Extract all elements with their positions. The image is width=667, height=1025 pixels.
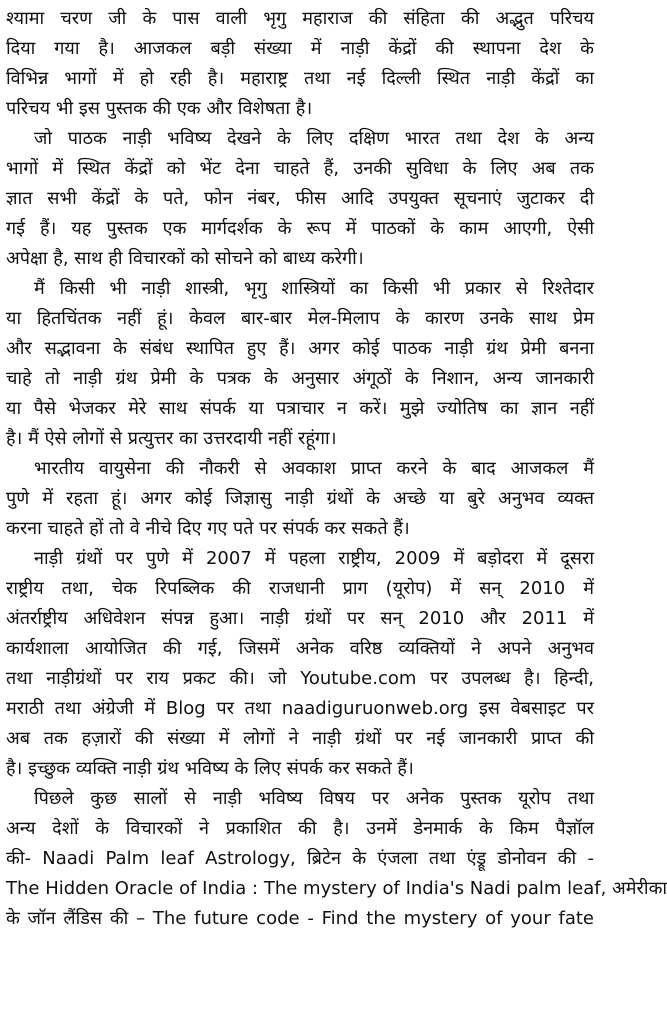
- paragraph-disclaimer: [6, 274, 594, 454]
- text-line: जो पाठक नाड़ी भविष्य देखने के लिए दक्षिण भारत तथा देश के अन्य: [34, 128, 594, 149]
- text-line: विभिन्न भागों में हो रही है। महाराष्ट्र तथा नई दिल्ली स्थित नाड़ी केंद्रों का: [6, 68, 594, 89]
- text-line: कार्यशाला आयोजित की गई, जिसमें अनेक वरिष्ठ व्यक्तियों ने अपने अनुभव: [6, 638, 594, 659]
- text-line: मराठी तथा अंग्रेजी में Blog पर तथा naadiguruonweb.org इस वेबसाइट पर: [6, 698, 594, 719]
- text-line: और सद्भावना के संबंध स्थापित हुए हैं। अगर कोई पाठक नाड़ी ग्रंथ प्रेमी बनना: [6, 338, 594, 359]
- text-line: भागों में स्थित केंद्रों को भेंट देना चाहते हैं, उनकी सुविधा के लिए अब तक: [6, 158, 594, 179]
- text-line: है। इच्छुक व्यक्ति नाड़ी ग्रंथ भविष्य के लिए संपर्क कर सकते हैं।: [6, 758, 414, 779]
- text-line: पुणे में रहता हूं। अगर कोई जिज्ञासु नाड़ी ग्रंथों के अच्छे या बुरे अनुभव व्यक्त: [6, 488, 594, 509]
- text-line: श्यामा चरण जी के पास वाली भृगु महाराज की संहिता की अद्भुत परिचय: [6, 8, 594, 29]
- text-line: तथा नाड़ीग्रंथों पर राय प्रकट की। जो Youtube.com पर उपलब्ध है। हिन्दी,: [6, 668, 594, 689]
- text-line: के जॉन लैंडिस की – The future code - Find the mystery of your fate: [6, 908, 594, 929]
- text-line: अपेक्षा है, साथ ही विचारकों को सोचने को बाध्य करेगी।: [6, 248, 364, 269]
- paragraph-samhita-intro: [6, 4, 594, 124]
- text-line: ज्ञात सभी केंद्रों के पते, फोन नंबर, फीस आदि उपयुक्त सूचनाएं जुटाकर दी: [6, 188, 594, 209]
- text-line: भारतीय वायुसेना की नौकरी से अवकाश प्राप्त करने के बाद आजकल मैं: [34, 458, 594, 479]
- paragraph-foreign-books: [6, 784, 667, 934]
- text-line: दिया गया है। आजकल बड़ी संख्या में नाड़ी केंद्रों की स्थापना देश के: [6, 38, 594, 59]
- paragraph-centres-info: [6, 124, 594, 274]
- text-line: The Hidden Oracle of India : The mystery of India's Nadi palm leaf, अमेरीका: [6, 878, 667, 899]
- text-line: है। मैं ऐसे लोगों से प्रत्युत्तर का उत्तरदायी नहीं रहूंगा।: [6, 428, 337, 449]
- text-line: परिचय भी इस पुस्तक की एक और विशेषता है।: [6, 98, 313, 119]
- text-line: पिछले कुछ सालों से नाड़ी भविष्य विषय पर अनेक पुस्तक यूरोप तथा: [34, 788, 594, 809]
- text-line: अन्य देशों के विचारकों ने प्रकाशित की है। उनमें डेनमार्क के किम पैज्ञॉल: [6, 818, 594, 839]
- text-line: करना चाहते हों तो वे नीचे दिए गए पते पर संपर्क कर सकते हैं।: [6, 518, 410, 539]
- text-line: मैं किसी भी नाड़ी शास्त्री, भृगु शास्त्रियों का किसी भी प्रकार से रिश्तेदार: [34, 278, 594, 299]
- text-line: राष्ट्रीय तथा, चेक रिपब्लिक की राजधानी प्राग (यूरोप) में सन् 2010 में: [6, 578, 594, 599]
- text-line: या पैसे भेजकर मेरे साथ संपर्क या पत्राचार न करें। मुझे ज्योतिष का ज्ञान नहीं: [6, 398, 594, 419]
- text-line: गई हैं। यह पुस्तक एक मार्गदर्शक के रूप में पाठकों के काम आएगी, ऐसी: [6, 218, 594, 239]
- text-line: की- Naadi Palm leaf Astrology, ब्रिटेन के एंजला तथा एंड्रू डोनोवन की -: [6, 848, 594, 869]
- text-line: चाहे तो नाड़ी ग्रंथ प्रेमी के पत्रक के अनुसार अंगूठों के निशान, अन्य जानकारी: [6, 368, 594, 389]
- text-line: नाड़ी ग्रंथों पर पुणे में 2007 में पहला राष्ट्रीय, 2009 में बड़ोदरा में दूसरा: [34, 548, 594, 569]
- paragraph-conferences: [6, 544, 594, 784]
- text-line: अंतर्राष्ट्रीय अधिवेशन संपन्न हुआ। नाड़ी ग्रंथों पर सन् 2010 और 2011 में: [6, 608, 594, 629]
- text-line: अब तक हज़ारों की संख्या में लोगों ने नाड़ी ग्रंथों पर नई जानकारी प्राप्त की: [6, 728, 594, 749]
- text-line: या हितचिंतक नहीं हूं। केवल बार-बार मेल-मिलाप के कारण उनके साथ प्रेम: [6, 308, 594, 329]
- paragraph-author-contact: [6, 454, 594, 544]
